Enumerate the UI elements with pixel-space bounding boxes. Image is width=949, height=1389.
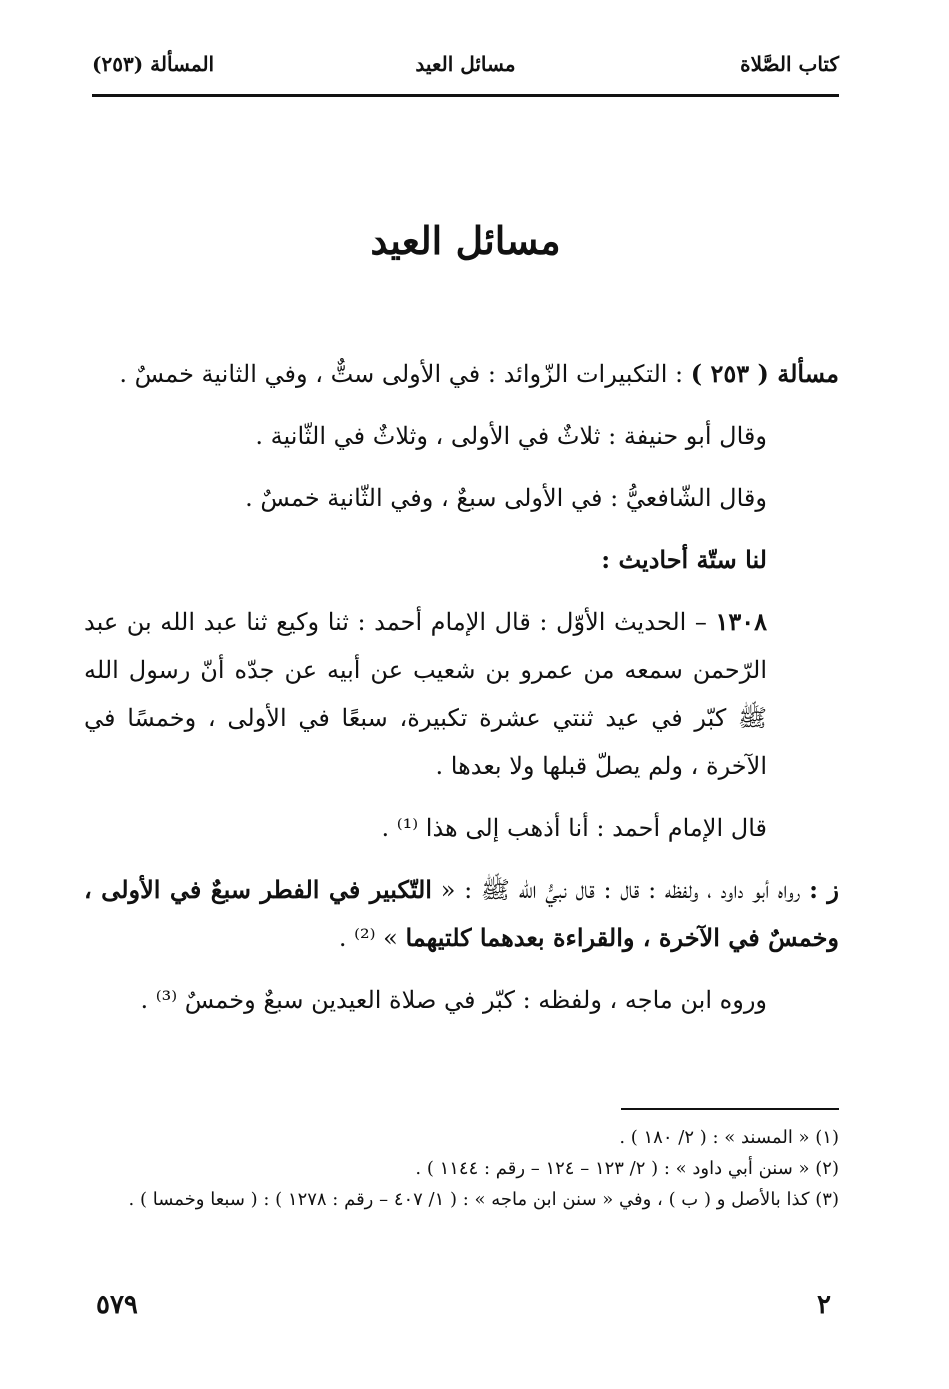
abu-dawud-text: رواه أبو داود ، ولفظه : قال : قال نبيُّ الله ﷺ : « bbox=[431, 876, 810, 904]
header-rule bbox=[92, 94, 839, 97]
page-number: ٥٧٩ bbox=[96, 1290, 138, 1320]
main-text bbox=[84, 350, 839, 1038]
header-chapter-title: مسائل العيد bbox=[415, 52, 516, 76]
abu-dawud-paragraph bbox=[84, 866, 839, 962]
abu-dawud-end: » ⁽²⁾ . bbox=[338, 924, 406, 952]
issue-label: مسألة ( ٢٥٣ ) bbox=[690, 359, 839, 388]
addition-mark: ز : bbox=[809, 875, 839, 904]
ahmad-paragraph: قال الإمام أحمد : أنا أذهب إلى هذا ⁽¹⁾ . bbox=[381, 814, 767, 842]
chapter-title: مسائل العيد bbox=[370, 218, 561, 263]
footnote-rule bbox=[621, 1108, 839, 1110]
issue-text: : التكبيرات الزّوائد : في الأولى ستٌّ ، وفي الثانية خمسٌ . bbox=[119, 360, 691, 388]
footnotes bbox=[84, 1122, 839, 1215]
footnote-3: (٣) كذا بالأصل و ( ب ) ، وفي « سنن ابن ماجه » : ( ١/ ٤٠٧ – رقم : ١٢٧٨ ) : ( سبعا وخمسا ) . bbox=[128, 1189, 839, 1210]
running-header bbox=[92, 52, 839, 86]
abu-hanifa-paragraph: وقال أبو حنيفة : ثلاثٌ في الأولى ، وثلاثٌ في الثّانية . bbox=[255, 422, 767, 450]
abu-dawud-quote: التّكبير في الفطر سبعٌ في الأولى ، وخمسٌ في الآخرة ، والقراءة بعدهما كلتيهما bbox=[84, 875, 839, 952]
header-book-title: كتاب الصَّلاة bbox=[740, 52, 839, 76]
footnote-2: (٢) « سنن أبي داود » : ( ٢/ ١٢٣ – ١٢٤ – رقم : ١١٤٤ ) . bbox=[415, 1158, 839, 1179]
ibn-majah-paragraph: وروه ابن ماجه ، ولفظه : كبّر في صلاة العيدين سبعٌ وخمسٌ ⁽³⁾ . bbox=[140, 986, 767, 1014]
shafii-paragraph: وقال الشّافعيُّ : في الأولى سبعٌ ، وفي الثّانية خمسٌ . bbox=[245, 484, 767, 512]
footnote-1: (١) « المسند » : ( ٢/ ١٨٠ ) . bbox=[619, 1127, 839, 1148]
evidence-heading: لنا ستّة أحاديث : bbox=[601, 545, 767, 574]
header-issue-number: المسألة (٢٥٣) bbox=[92, 52, 215, 76]
hadith-text: – الحديث الأوّل : قال الإمام أحمد : ثنا وكيع ثنا عبد الله بن عبد الرّحمن سمعه من عمرو بن شعيب عن أبيه عن جدّه أنّ رسول الله ﷺ كبّر في عيد ثنتي عشرة تكبيرة، سبعًا في الأولى ، وخمسًا في الآخرة ، ولم يصلّ قبلها ولا بعدها . bbox=[84, 608, 767, 780]
issue-paragraph bbox=[84, 350, 839, 398]
hadith-number: ١٣٠٨ bbox=[715, 607, 767, 636]
hadith-paragraph bbox=[84, 598, 839, 790]
signature-mark: ٢ bbox=[817, 1290, 831, 1320]
